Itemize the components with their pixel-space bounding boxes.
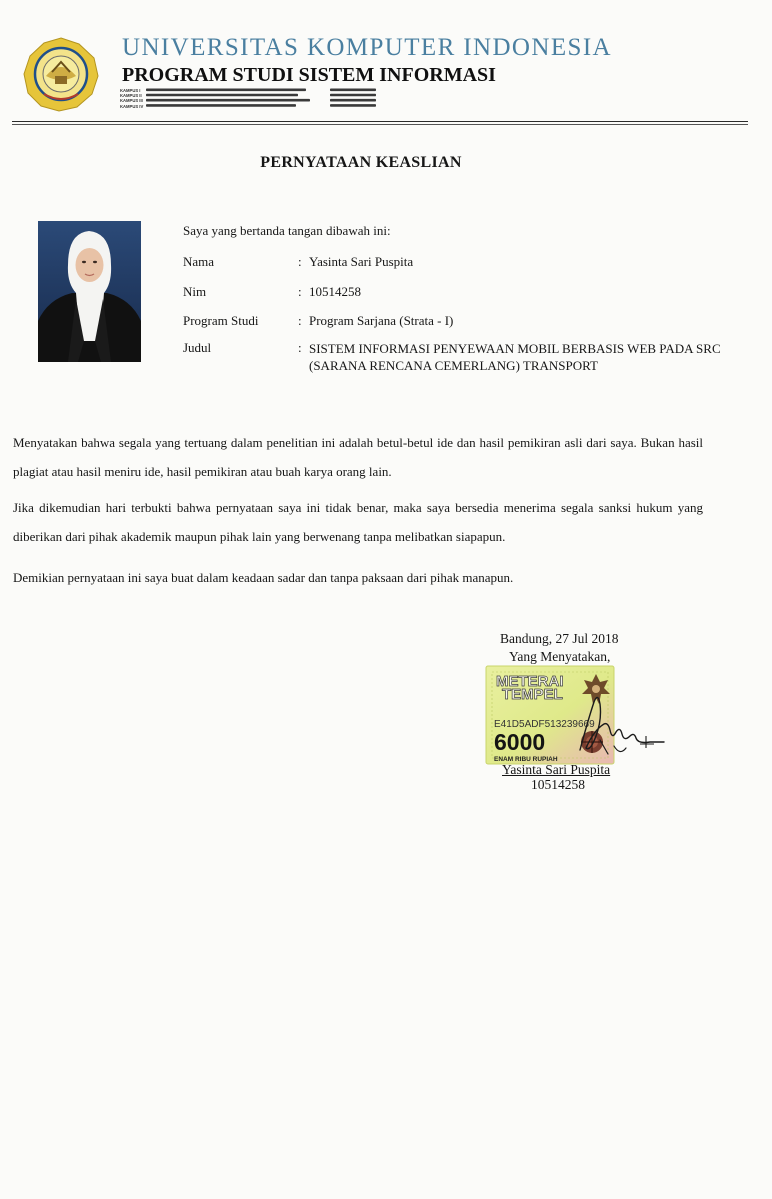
stamp-line1: METERAI (496, 673, 564, 690)
signatory-nim: 10514258 (531, 777, 585, 792)
field-colon: : (298, 313, 302, 328)
field-value-nama: Yasinta Sari Puspita (309, 254, 414, 269)
campus-line: KAMPUS II (120, 93, 142, 99)
intro-line: Saya yang bertanda tangan dibawah ini: (183, 223, 391, 238)
stamp-serial: E41D5ADF513239669 (494, 719, 595, 730)
signatory-statement: Yang Menyatakan, (509, 649, 611, 664)
field-colon: : (298, 340, 302, 355)
field-value-nim: 10514258 (309, 284, 361, 299)
handwritten-signature-icon (560, 690, 670, 770)
field-value-program-studi: Program Sarjana (Strata - I) (309, 313, 454, 328)
campus-line: KAMPUS III (120, 98, 143, 104)
student-portrait-icon (38, 221, 141, 362)
stamp-line2: TEMPEL (502, 686, 563, 703)
stamp-value-words: ENAM RIBU RUPIAH (494, 756, 558, 763)
campus-line: KAMPUS IV (120, 103, 144, 109)
university-name: UNIVERSITAS KOMPUTER INDONESIA (122, 34, 612, 61)
letterhead-rule (12, 121, 748, 122)
field-colon: : (298, 254, 302, 269)
signatory-name: Yasinta Sari Puspita (502, 762, 611, 777)
stamp-value: 6000 (494, 729, 546, 755)
field-colon: : (298, 284, 302, 299)
campus-line: KAMPUS I (120, 88, 141, 93)
campus-address-lines (146, 88, 386, 110)
university-logo-icon (22, 36, 100, 112)
program-name: PROGRAM STUDI SISTEM INFORMASI (122, 64, 496, 86)
field-label-nim: Nim (183, 284, 207, 299)
letterhead-rule-thin (12, 124, 748, 125)
field-label-nama: Nama (183, 254, 215, 269)
campus-list (120, 88, 143, 109)
statement-paragraph-1: Menyatakan bahwa segala yang tertuang dalam penelitian ini adalah betul-betul ide dan hasil pemikiran asli dari saya. Bukan hasil plagiat atau hasil meniru ide, hasil pemikiran atau buah karya orang lain. (13, 435, 703, 479)
place-date: Bandung, 27 Jul 2018 (500, 631, 619, 646)
statement-paragraph-3: Demikian pernyataan ini saya buat dalam keadaan sadar dan tanpa paksaan dari pihak manapun. (13, 570, 514, 585)
field-label-judul: Judul (183, 340, 212, 355)
field-value-judul: SISTEM INFORMASI PENYEWAAN MOBIL BERBASIS WEB PADA SRC (SARANA RENCANA CEMERLANG) TRANSPORT (309, 341, 721, 373)
document-title: PERNYATAAN KEASLIAN (260, 154, 462, 171)
field-label-program-studi: Program Studi (183, 313, 259, 328)
statement-paragraph-2: Jika dikemudian hari terbukti bahwa pernyataan saya ini tidak benar, maka saya bersedia menerima segala sanksi hukum yang diberikan dari pihak akademik maupun pihak lain yang berwenang tanpa melibatkan siapapun. (13, 500, 703, 544)
